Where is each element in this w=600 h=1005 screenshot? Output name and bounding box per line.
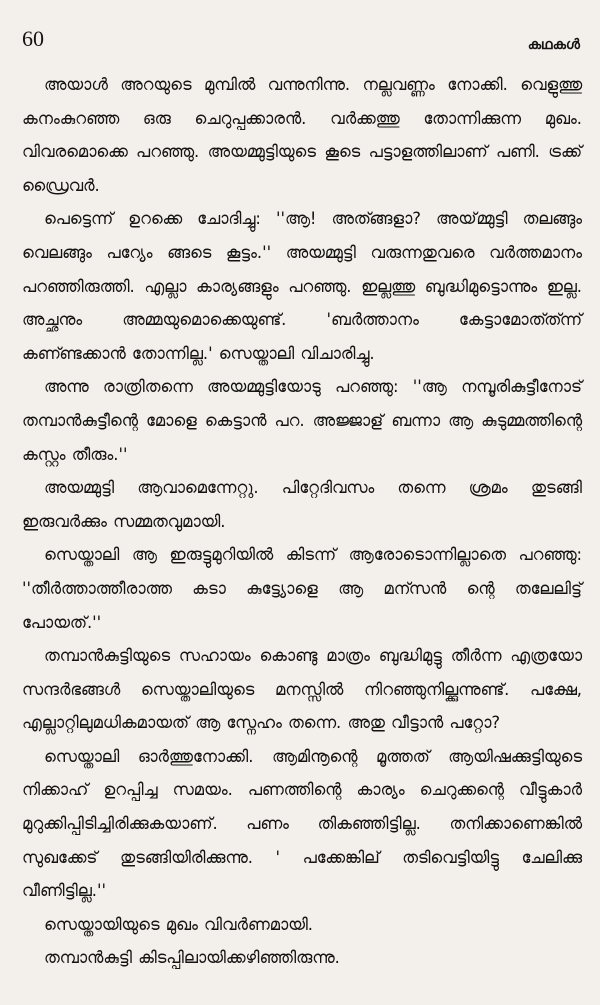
- paragraph: സെയ്താലി ഓർത്തുനോക്കി. ആമിനൂന്റെ മൂത്തത് ആയിഷക്കുട്ടിയുടെ നിക്കാഹ് ഉറപ്പിച്ച സമയം. പണത്തിന്റെ കാര്യം ചെറുക്കന്റെ വീട്ടുകാർ മുറുക്കിപ്പിടിച്ചിരിക്കുകയാണ്. പണം തികഞ്ഞിട്ടില്ല. തനിക്കാണെങ്കിൽ സുഖക്കേട് തുടങ്ങിയിരിക്കുന്നു. ' പക്കേങ്കില് തടിവെട്ടിയിട്ടു ചേലിക്കു വീണിട്ടില്ല.'': [22, 746, 582, 901]
- paragraph: അന്നു രാത്രിതന്നെ അയമ്മുട്ടിയോടു പറഞ്ഞു: ''ആ നമ്പൂരികുട്ടീനോട് തമ്പാൻകുട്ടീന്റെ മോളെ കെട്ടാൻ പറ. അജ്ജാള് ബന്നാ ആ കുടുമ്മത്തിന്റെ കസ്റ്റം തീരും.'': [22, 377, 582, 464]
- paragraph: തമ്പാൻകുട്ടിയുടെ സഹായം കൊണ്ടു മാത്രം ബുദ്ധിമുട്ടു തീർന്ന എത്രയോ സന്ദർഭങ്ങൾ സെയ്താലിയുടെ മനസ്സിൽ നിറഞ്ഞുനില്ക്കുന്നുണ്ട്. പക്ഷേ, എല്ലാറ്റിലുമധികമായത് ആ സ്നേഹം തന്നെ. അതു വീട്ടാൻ പറ്റോ?: [22, 646, 582, 733]
- page-header: [22, 0, 582, 62]
- paragraph: അയാൾ അറയുടെ മുമ്പിൽ വന്നുനിന്നു. നല്ലവണ്ണം നോക്കി. വെളുത്തു കനംകുറഞ്ഞ ഒരു ചെറുപ്പക്കാരൻ. വർക്കത്തു തോന്നിക്കുന്ന മുഖം. വിവരമൊക്കെ പറഞ്ഞു. അയമ്മുട്ടിയുടെ കൂടെ പട്ടാളത്തിലാണ് പണി. ട്രക്ക് ഡ്രൈവർ.: [22, 75, 582, 195]
- paragraph: സെയ്തായിയുടെ മുഖം വിവർണമായി.: [44, 914, 314, 934]
- paragraph: പെട്ടെന്ന് ഉറക്കെ ചോദിച്ചു: ''ആ! അത്ങ്ങളാ? അയ്മ്മുട്ടി തലങ്ങും വെലങ്ങും പറ്യേം ങ്ങടെ കൂട്ടം.'' അയമ്മുട്ടി വരുന്നതുവരെ വർത്തമാനം പറഞ്ഞിരുത്തി. എല്ലാ കാര്യങ്ങളും പറഞ്ഞു. ഇല്ലത്തു ബുദ്ധിമുട്ടൊന്നും ഇല്ല. അച്ഛനും അമ്മയുമൊക്കെയുണ്ട്. 'ബർത്താനം കേട്ടാമോത്ത്ന്ന് കണ്ണ്ടക്കാൻ തോന്നില്ല.' സെയ്താലി വിചാരിച്ചു.: [22, 209, 582, 363]
- paragraph: സെയ്താലി ആ ഇരുട്ടുമുറിയിൽ കിടന്ന് ആരോടൊന്നില്ലാതെ പറഞ്ഞു: ''തീർത്താത്തീരാത്ത കടാ കുട്ട്യോളെ ആ മന്സൻ ന്റെ തലേലിട്ട് പോയത്.'': [22, 545, 582, 632]
- paragraph: തമ്പാൻകുട്ടി കിടപ്പിലായിക്കഴിഞ്ഞിരുന്നു.: [44, 948, 340, 968]
- page-number: 60: [22, 26, 44, 51]
- body-text: [22, 68, 582, 975]
- paragraph: അയമ്മുട്ടി ആവാമെന്നേറ്റു. പിറ്റേദിവസം തന്നെ ശ്രമം തുടങ്ങി ഇരുവർക്കും സമ്മതവുമായി.: [22, 478, 582, 531]
- running-head: കഥകൾ: [527, 37, 580, 53]
